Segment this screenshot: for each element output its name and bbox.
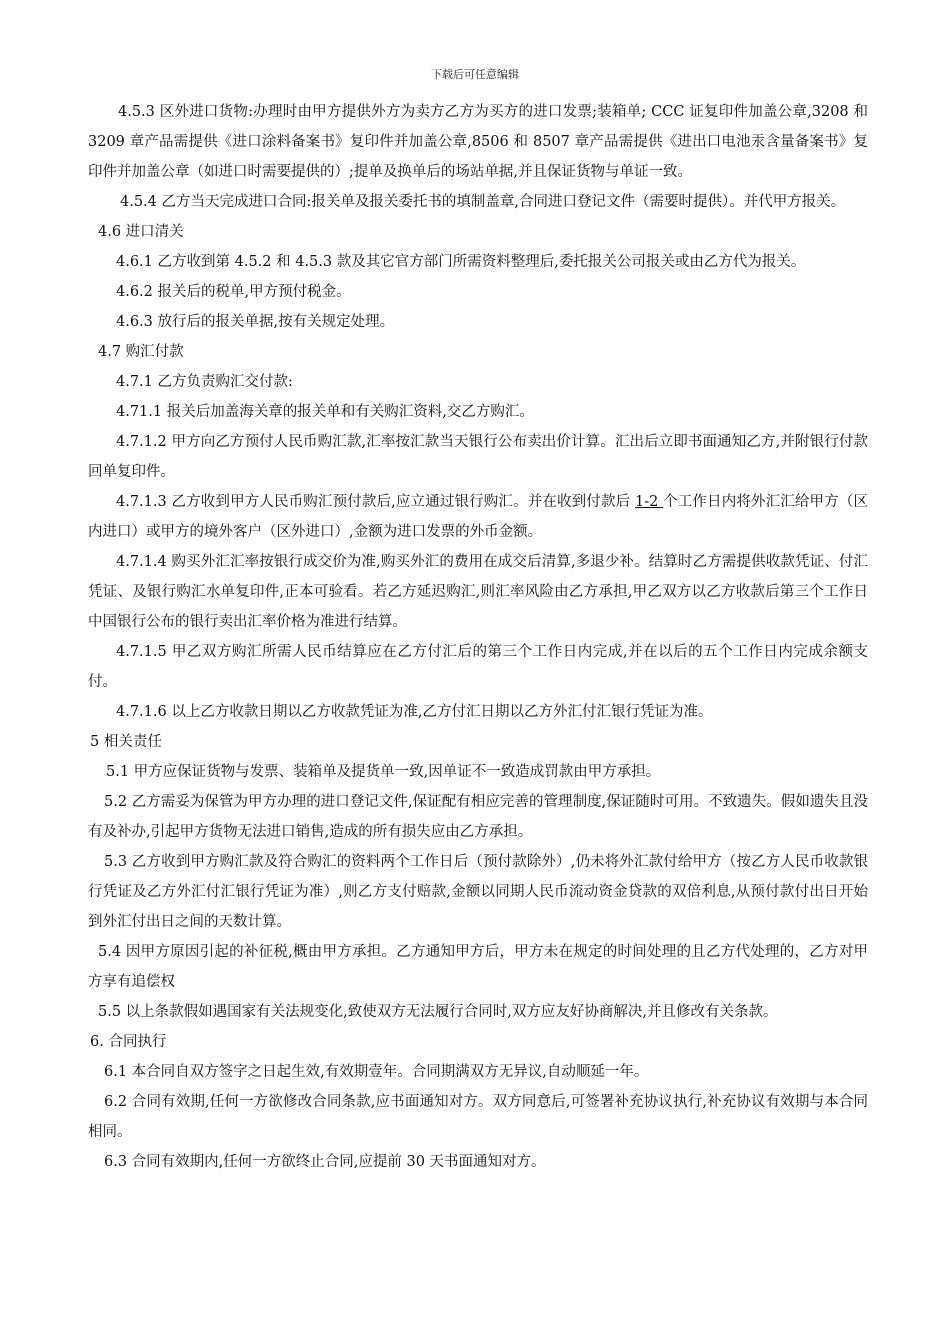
document-body xyxy=(88,97,868,1177)
paragraph: 4.6.1 乙方收到第 4.5.2 和 4.5.3 款及其它官方部门所需资料整理后,委托报关公司报关或由乙方代为报关。 xyxy=(116,254,806,270)
paragraph: 5.4 因甲方原因引起的补征税,概由甲方承担。乙方通知甲方后，甲方未在规定的时间处理的且乙方代处理的，乙方对甲方享有追偿权 xyxy=(88,944,868,990)
paragraph: 4.6 进口清关 xyxy=(98,224,184,240)
paragraph: 4.7.1.5 甲乙双方购汇所需人民币结算应在乙方付汇后的第三个工作日内完成,并在以后的五个工作日内完成余额支付。 xyxy=(88,644,868,690)
paragraph: 4.7.1.6 以上乙方收款日期以乙方收款凭证为准,乙方付汇日期以乙方外汇付汇银行凭证为准。 xyxy=(116,704,713,720)
paragraph: 4.7 购汇付款 xyxy=(98,344,184,360)
paragraph-text: 个工作日内将外汇汇给甲方（区内进口）或甲方的境外客户（区外进口）,金额为进口发票的外币金额。 xyxy=(88,494,868,540)
underlined-text: 1-2 xyxy=(635,494,664,510)
paragraph: 4.71.1 报关后加盖海关章的报关单和有关购汇资料,交乙方购汇。 xyxy=(116,404,534,420)
paragraph: 5.3 乙方收到甲方购汇款及符合购汇的资料两个工作日后（预付款除外）,仍未将外汇款付给甲方（按乙方人民币收款银行凭证及乙方外汇付汇银行凭证为准）,则乙方支付赔款,金额以同期人民币流动资金贷款的双倍利息,从预付款付出日开始到外汇付出日之间的天数计算。 xyxy=(88,854,868,930)
paragraph-text: 4.7.1.3 乙方收到甲方人民币购汇预付款后,应立通过银行购汇。并在收到付款后 xyxy=(116,494,635,510)
paragraph: 6.1 本合同自双方签字之日起生效,有效期壹年。合同期满双方无异议,自动顺延一年。 xyxy=(104,1064,649,1080)
paragraph: 4.6.3 放行后的报关单据,按有关规定处理。 xyxy=(116,314,395,330)
paragraph: 6.3 合同有效期内,任何一方欲终止合同,应提前 30 天书面通知对方。 xyxy=(104,1154,546,1170)
paragraph xyxy=(88,487,868,547)
paragraph: 4.7.1.4 购买外汇汇率按银行成交价为准,购买外汇的费用在成交后清算,多退少补。结算时乙方需提供收款凭证、付汇凭证、及银行购汇水单复印件,正本可验看。若乙方延迟购汇,则汇率风险由乙方承担,甲乙双方以乙方收款后第三个工作日中国银行公布的银行卖出汇率价格为准进行结算。 xyxy=(88,554,868,630)
paragraph: 5.5 以上条款假如遇国家有关法规变化,致使双方无法履行合同时,双方应友好协商解决,并且修改有关条款。 xyxy=(98,1004,778,1020)
paragraph: 4.7.1 乙方负责购汇交付款: xyxy=(116,374,293,390)
page-header: 下载后可任意编辑 xyxy=(431,68,519,81)
paragraph: 5 相关责任 xyxy=(90,734,162,750)
paragraph: 4.5.3 区外进口货物:办理时由甲方提供外方为卖方乙方为买方的进口发票;装箱单; CCC 证复印件加盖公章,3208 和 3209 章产品需提供《进口涂料备案书》复印件并加盖公章,8506 和 8507 章产品需提供《进出口电池汞含量备案书》复印件并加盖公章（如进口时需要提供的）;提单及换单后的场站单据,并且保证货物与单证一致。 xyxy=(88,104,868,180)
paragraph: 6.2 合同有效期,任何一方欲修改合同条款,应书面通知对方。双方同意后,可签署补充协议执行,补充协议有效期与本合同相同。 xyxy=(88,1094,868,1140)
paragraph: 5.1 甲方应保证货物与发票、装箱单及提货单一致,因单证不一致造成罚款由甲方承担。 xyxy=(106,764,661,780)
paragraph: 5.2 乙方需妥为保管为甲方办理的进口登记文件,保证配有相应完善的管理制度,保证随时可用。不致遗失。假如遗失且没有及补办,引起甲方货物无法进口销售,造成的所有损失应由乙方承担。 xyxy=(88,794,868,840)
paragraph: 4.5.4 乙方当天完成进口合同:报关单及报关委托书的填制盖章,合同进口登记文件（需要时提供）。并代甲方报关。 xyxy=(120,194,846,210)
paragraph: 4.7.1.2 甲方向乙方预付人民币购汇款,汇率按汇款当天银行公布卖出价计算。汇出后立即书面通知乙方,并附银行付款回单复印件。 xyxy=(88,434,868,480)
paragraph: 4.6.2 报关后的税单,甲方预付税金。 xyxy=(116,284,351,300)
paragraph: 6. 合同执行 xyxy=(90,1034,167,1050)
